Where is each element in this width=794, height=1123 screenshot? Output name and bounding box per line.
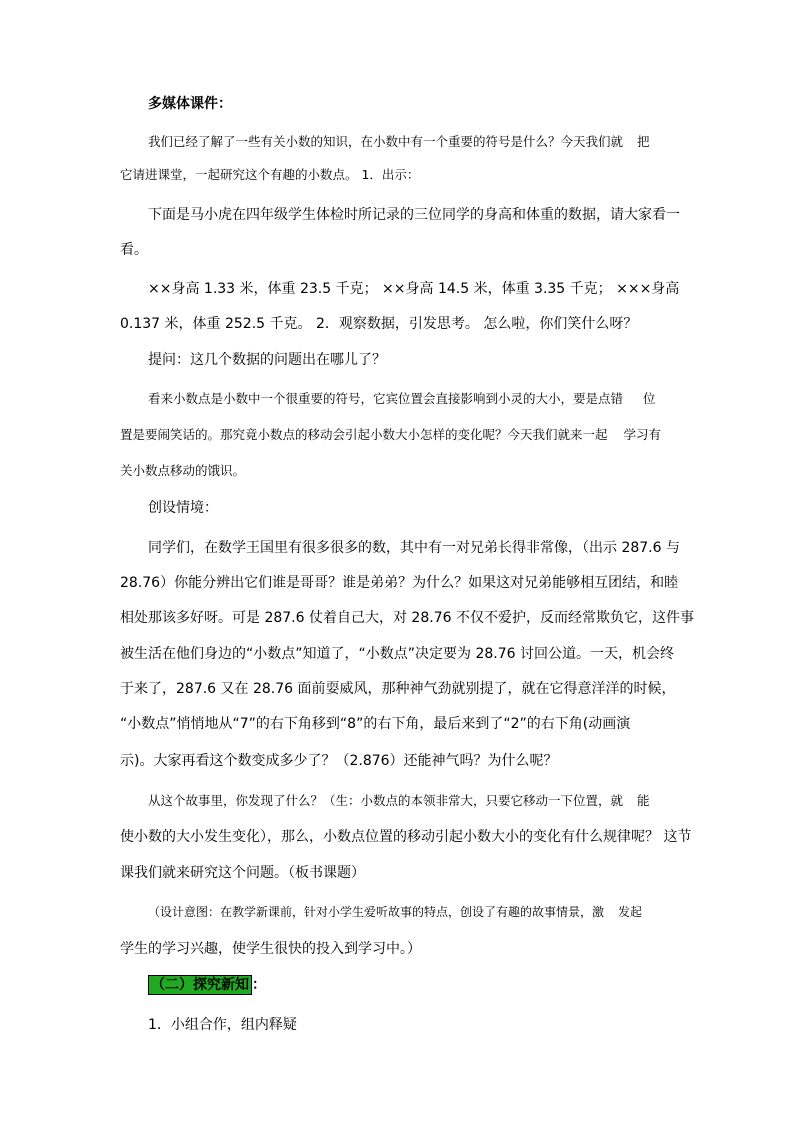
highlighted-section-title: （二）探究新知	[148, 975, 252, 995]
paragraph-line	[120, 425, 661, 445]
paragraph-line: 学生的学习兴趣，使学生很快的投入到学习中。）	[120, 941, 421, 957]
paragraph-line: 下面是马小虎在四年级学生体检时所记录的三位同学的身高和体重的数据，请大家看一	[148, 207, 680, 223]
paragraph-line: “小数点”悄悄地从“7”的右下角移到“8”的右下角，最后来到了“2”的右下角(动画演	[120, 716, 631, 732]
paragraph-line	[148, 132, 650, 152]
paragraph-line: 创设情境：	[148, 500, 218, 516]
text-span: 位	[643, 391, 656, 406]
paragraph-line: 同学们，在数学王国里有很多很多的数，其中有一对兄弟长得非常像，（出示 287.6 与	[148, 540, 680, 556]
paragraph-line: 提问：这几个数据的问题出在哪儿了？	[148, 352, 386, 368]
paragraph-line	[148, 791, 650, 811]
text-span: 看来小数点是小数中一个很重要的符号，它宾位置会直接影响到小灵的大小，要是点错	[148, 391, 624, 406]
paragraph-line: 它请进课堂，一起研究这个有趣的小数点。 1．出示：	[120, 167, 420, 182]
section-heading	[148, 975, 266, 995]
paragraph-line: 相处那该多好呀。可是 287.6 仗着自己大，对 28.76 不仅不爱护，反而经常欺负它，这件事	[120, 610, 694, 626]
paragraph-line: 关小数点移动的饿识。	[120, 463, 246, 478]
paragraph-line: 被生活在他们身边的“小数点”知道了，“小数点”决定要为 28.76 讨回公道。一天，机会终	[120, 646, 674, 662]
paragraph-line: 使小数的大小发生变化），那么，小数点位置的移动引起小数大小的变化有什么规律呢？ 这节	[120, 829, 692, 845]
text-span: 学习有	[623, 427, 662, 442]
text-span: 从这个故事里，你发现了什么？（生：小数点的本领非常大，只要它移动一下位置，就	[148, 793, 624, 808]
text-span: （设计意图：在教学新课前，针对小学生爱听故事的特点，创设了有趣的故事情景，激	[148, 905, 605, 919]
text-span: ：	[252, 977, 266, 993]
heading-multimedia: 多媒体课件：	[148, 96, 232, 112]
paragraph-line: 课我们就来研究这个问题。（板书课题）	[120, 865, 365, 881]
text-span: 置是要闹笑话的。那究竟小数点的移动会引起小数大小怎样的变化呢？今天我们就来一起	[120, 427, 608, 442]
text-span: 我们已经了解了一些有关小数的知识，在小数中有一个重要的符号是什么？今天我们就	[148, 134, 624, 149]
paragraph-line: 于来了，287.6 又在 28.76 面前耍威风，那种神气劲就别提了，就在它得意洋洋的时候，	[120, 681, 676, 697]
paragraph-line: ××身高 1.33 米，体重 23.5 千克； ××身高 14.5 米，体重 3.35 千克； ×××身高	[148, 281, 680, 297]
paragraph-line	[148, 389, 656, 409]
paragraph-line: 1．小组合作，组内释疑	[148, 1017, 297, 1033]
paragraph-line	[148, 902, 642, 922]
text-span: 能	[637, 793, 650, 808]
text-span: 把	[637, 134, 650, 149]
paragraph-line: 示)。大家再看这个数变成多少了？（2.876）还能神气吗？为什么呢？	[120, 753, 558, 769]
text-span: 发起	[618, 905, 643, 919]
paragraph-line: 28.76）你能分辨出它们谁是哥哥？谁是弟弟？为什么？如果这对兄弟能够相互团结，和睦	[120, 575, 679, 591]
paragraph-line: 0.137 米，体重 252.5 千克。 2．观察数据，引发思考。 怎么啦，你们笑什么呀？	[120, 316, 638, 332]
paragraph-line: 看。	[120, 242, 148, 258]
